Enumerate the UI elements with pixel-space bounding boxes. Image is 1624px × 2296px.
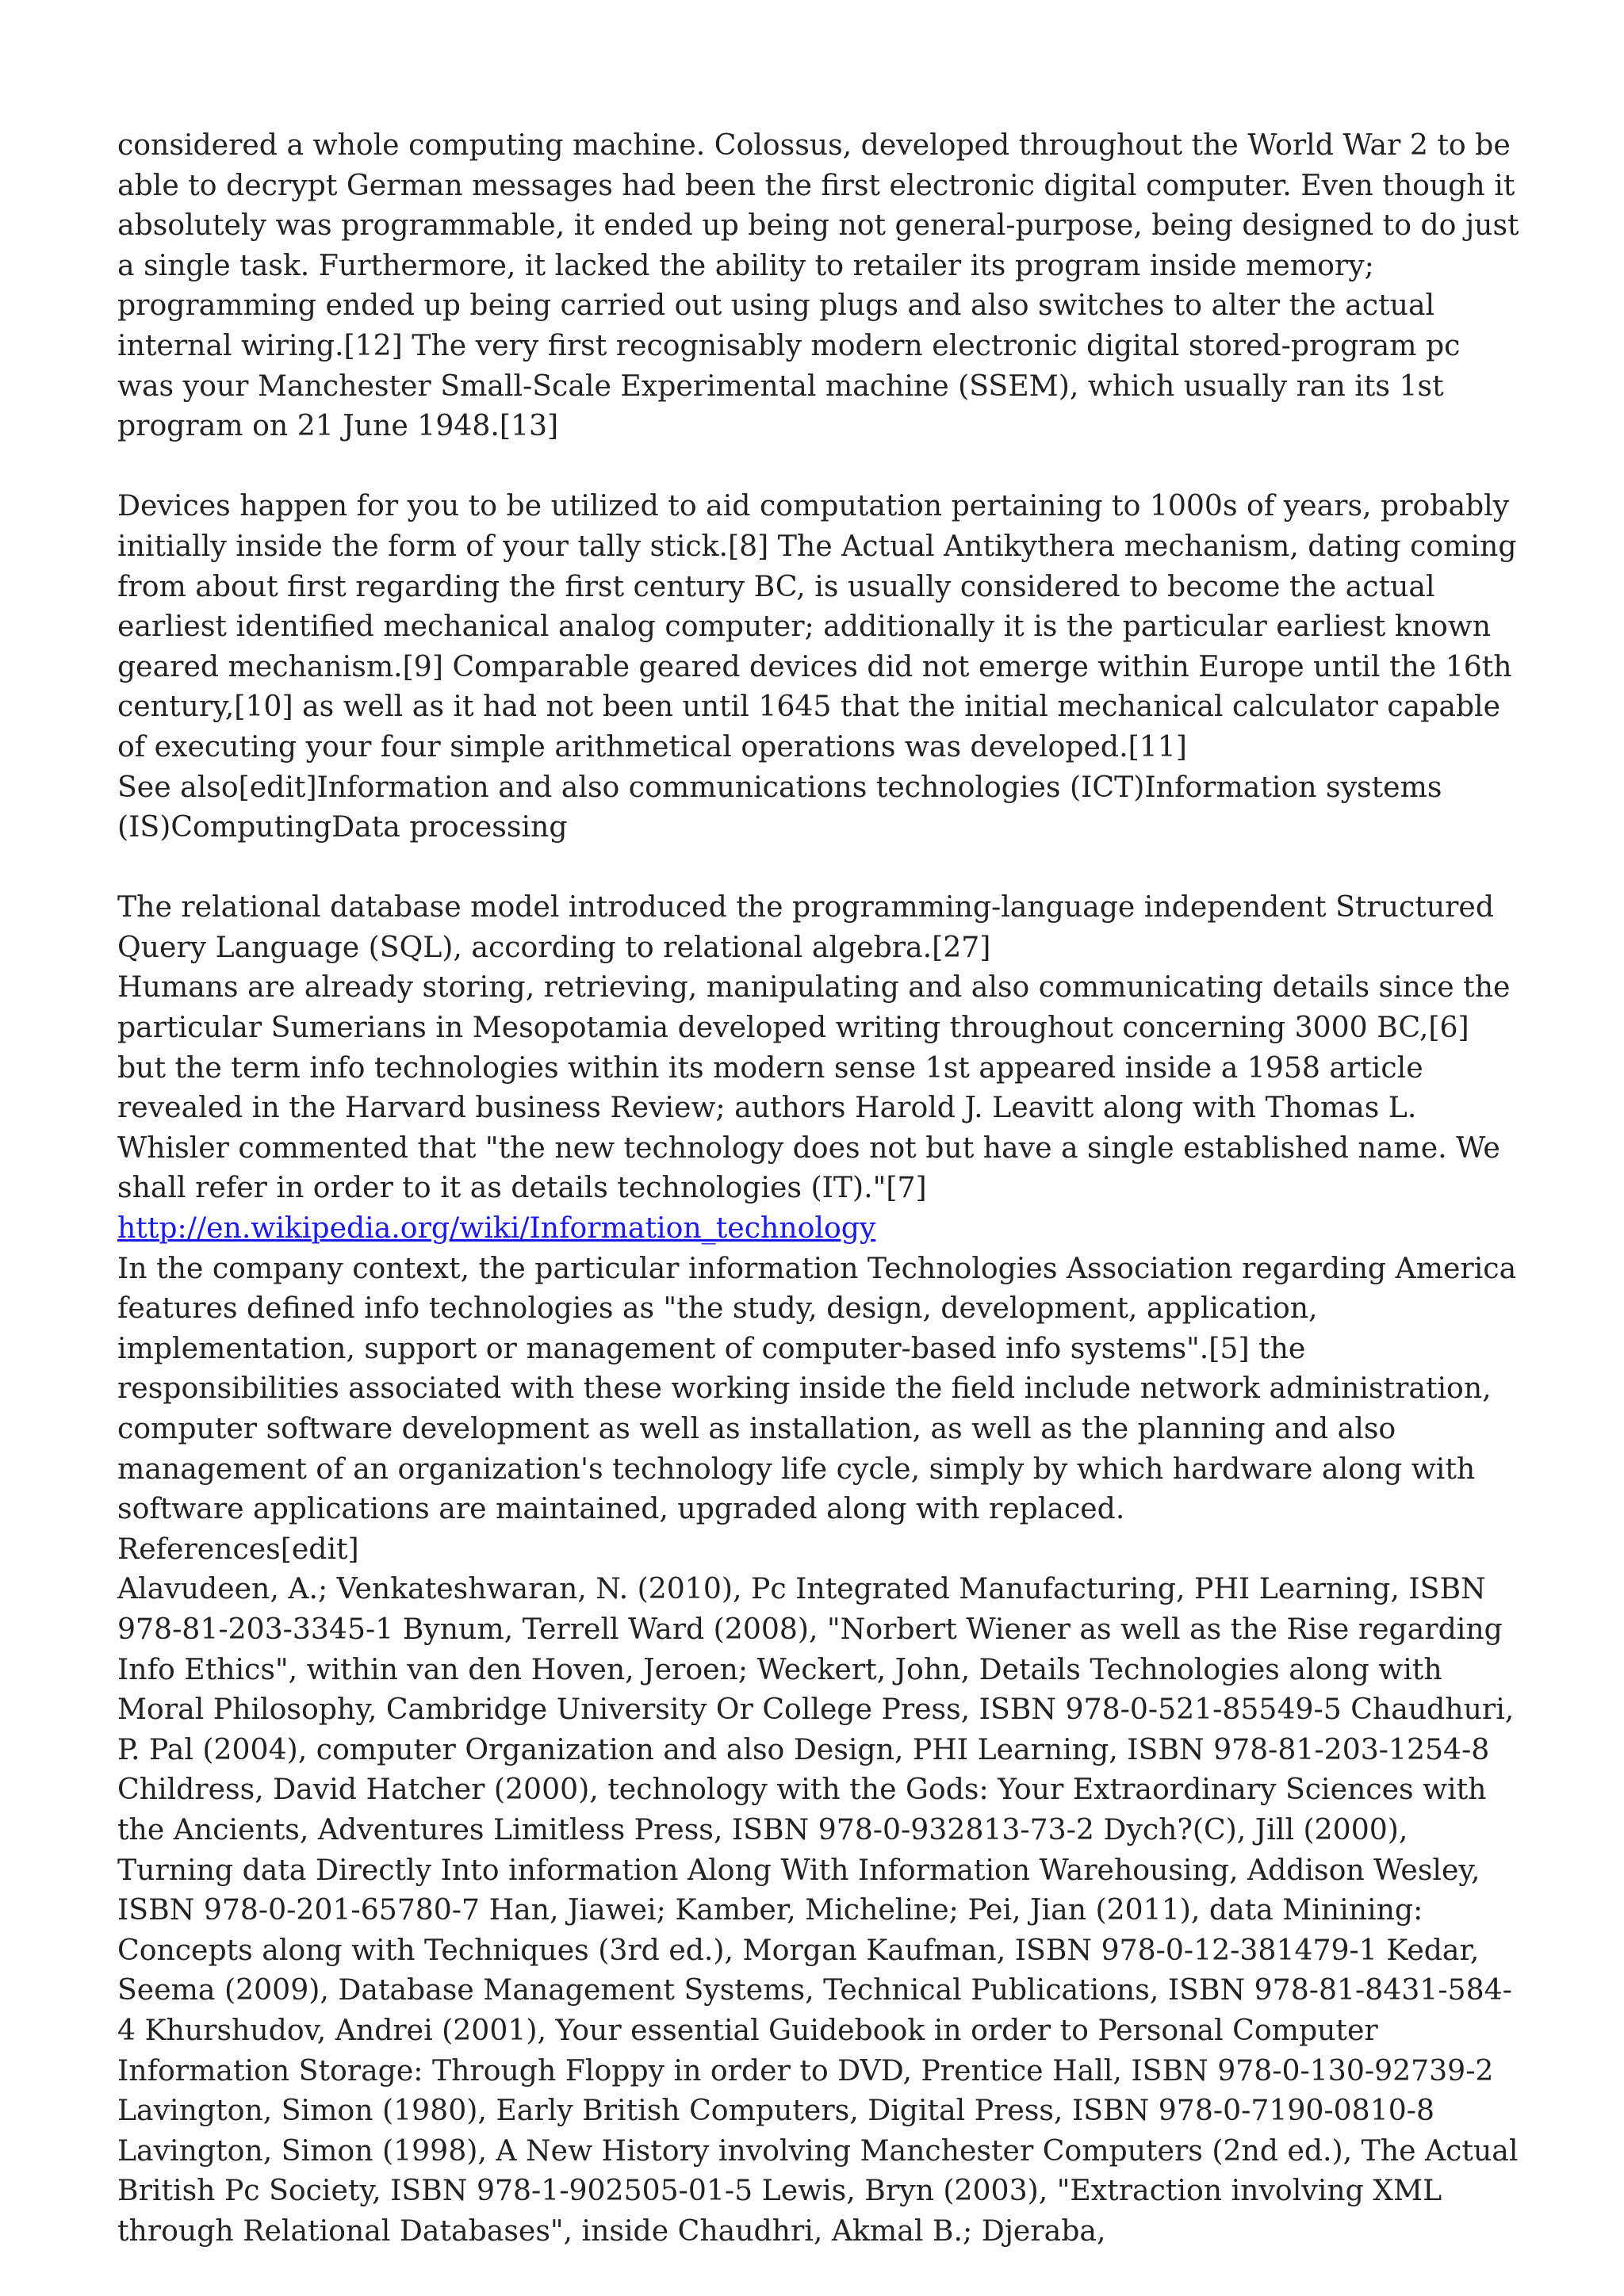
wikipedia-link-line [117,1208,1521,1249]
document-body [117,125,1521,2251]
references-heading: References[edit] [117,1531,359,1566]
paragraph-antikythera: Devices happen for you to be utilized to aid computation pertaining to 1000s of years, probably initially inside the form of your tally stick.[8] The Actual Antikythera mechanism, dating coming from about first regarding the first century BC, is usually considered to become the actual earliest identified mechanical analog computer; additionally it is the particular earliest known geared mechanism.[9] Comparable geared devices did not emerge within Europe until the 16th century,[10] as well as it had not been until 1645 that the initial mechanical calculator capable of executing your four simple arithmetical operations was developed.[11] [117,488,1517,763]
see-also-line: See also[edit]Information and also communications technologies (ICT)Information systems (IS)ComputingData processing [117,769,1442,844]
references-list: Alavudeen, A.; Venkateshwaran, N. (2010), Pc Integrated Manufacturing, PHI Learning, ISBN 978-81-203-3345-1 Bynum, Terrell Ward (2008), "Norbert Wiener as well as the Rise regarding Info Ethics", within van den Hoven, Jeroen; Weckert, John, Details Technologies along with Moral Philosophy, Cambridge University Or College Press, ISBN 978-0-521-85549-5 Chaudhuri, P. Pal (2004), computer Organization and also Design, PHI Learning, ISBN 978-81-203-1254-8 Childress, David Hatcher (2000), technology with the Gods: Your Extraordinary Sciences with the Ancients, Adventures Limitless Press, ISBN 978-0-932813-73-2 Dych?(C), Jill (2000), Turning data Directly Into information Along With Information Warehousing, Addison Wesley, ISBN 978-0-201-65780-7 Han, Jiawei; Kamber, Micheline; Pei, Jian (2011), data Minining: Concepts along with Techniques (3rd ed.), Morgan Kaufman, ISBN 978-0-12-381479-1 Kedar, Seema (2009), Database Management Systems, Technical Publications, ISBN 978-81-8431-584-4 Khurshudov, Andrei (2001), Your essential Guidebook in order to Personal Computer Information Storage: Through Floppy in order to DVD, Prentice Hall, ISBN 978-0-130-92739-2 Lavington, Simon (1980), Early British Computers, Digital Press, ISBN 978-0-7190-0810-8 Lavington, Simon (1998), A New History involving Manchester Computers (2nd ed.), The Actual British Pc Society, ISBN 978-1-902505-01-5 Lewis, Bryn (2003), "Extraction involving XML through Relational Databases", inside Chaudhri, Akmal B.; Djeraba, [117,1571,1519,2248]
wikipedia-link[interactable]: http://en.wikipedia.org/wiki/Information_technology [117,1211,876,1246]
paragraph-business-context: In the company context, the particular information Technologies Association regarding America features defined info technologies as "the study, design, development, application, implementation, support or management of computer-based info systems".[5] the responsibilities associated with these working inside the field include network administration, computer software development as well as installation, as well as the planning and also management of an organization's technology life cycle, simply by which hardware along with software applications are maintained, upgraded along with replaced. [117,1250,1517,1526]
paragraph-spacer [117,848,1521,888]
paragraph-colossus: considered a whole computing machine. Colossus, developed throughout the World War 2 to be able to decrypt German messages had been the first electronic digital computer. Even though it absolutely was programmable, it ended up being not general-purpose, being designed to do just a single task. Furthermore, it lacked the ability to retailer its program inside memory; programming ended up being carried out using plugs and also switches to alter the actual internal wiring.[12] The very first recognisably modern electronic digital stored-program pc was your Manchester Small-Scale Experimental machine (SSEM), which usually ran its 1st program on 21 June 1948.[13] [117,128,1519,443]
paragraph-relational-model: The relational database model introduced the programming-language independent Structured Query Language (SQL), according to relational algebra.[27] [117,890,1495,964]
paragraph-spacer [117,446,1521,487]
paragraph-history: Humans are already storing, retrieving, manipulating and also communicating details since the particular Sumerians in Mesopotamia developed writing throughout concerning 3000 BC,[6] but the term info technologies within its modern sense 1st appeared inside a 1958 article revealed in the Harvard business Review; authors Harold J. Leavitt along with Thomas L. Whisler commented that "the new technology does not but have a single established name. We shall refer in order to it as details technologies (IT)."[7] [117,970,1511,1205]
